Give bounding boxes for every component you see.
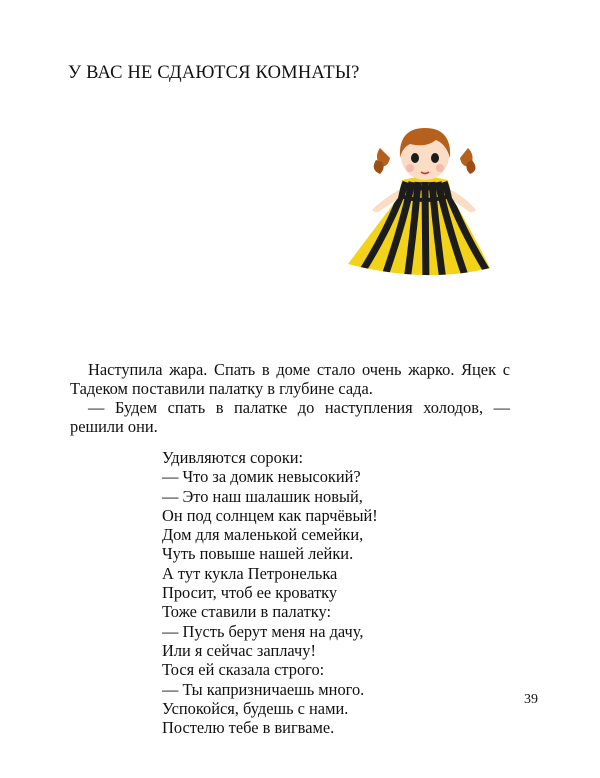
doll-illustration	[340, 118, 510, 288]
paragraph: Наступила жара. Спать в доме стало очень жарко. Яцек с Тадеком поставили палатку в глубине сада.	[70, 360, 510, 398]
poem-line: Удивляются сороки:	[162, 448, 304, 467]
poem-line: Тося ей сказала строго:	[162, 660, 325, 680]
poem-line: А тут кукла Петронелька	[162, 563, 338, 583]
poem-line: — Ты капризничаешь много.	[162, 679, 365, 699]
page-number: 39	[524, 692, 538, 707]
poem-line: — Что за домик невысокий?	[162, 467, 361, 487]
pigtail-left	[374, 148, 390, 174]
poem-line: Он под солнцем как парчёвый!	[162, 505, 378, 525]
prose-text	[70, 360, 510, 436]
poem-line: Или я сейчас заплачу!	[162, 640, 316, 660]
poem	[162, 448, 378, 737]
page-title: У ВАС НЕ СДАЮТСЯ КОМНАТЫ?	[68, 63, 360, 83]
poem-line: — Пусть берут меня на дачу,	[162, 621, 364, 641]
poem-line: Дом для маленькой семейки,	[162, 525, 364, 545]
poem-line: Постелю тебе в вигваме.	[162, 718, 335, 738]
poem-line: — Это наш шалашик новый,	[162, 486, 363, 506]
poem-line: Чуть повыше нашей лейки.	[162, 544, 354, 564]
doll-head	[400, 128, 450, 180]
poem-line: Тоже ставили в палатку:	[162, 602, 332, 622]
poem-line: Успокойся, будешь с нами.	[162, 698, 349, 718]
poem-line: Просит, чтоб ее кроватку	[162, 583, 338, 603]
paragraph: — Будем спать в палатке до наступления холодов, — решили они.	[70, 398, 510, 436]
pigtail-right	[460, 148, 476, 174]
doll-dress	[340, 168, 510, 288]
